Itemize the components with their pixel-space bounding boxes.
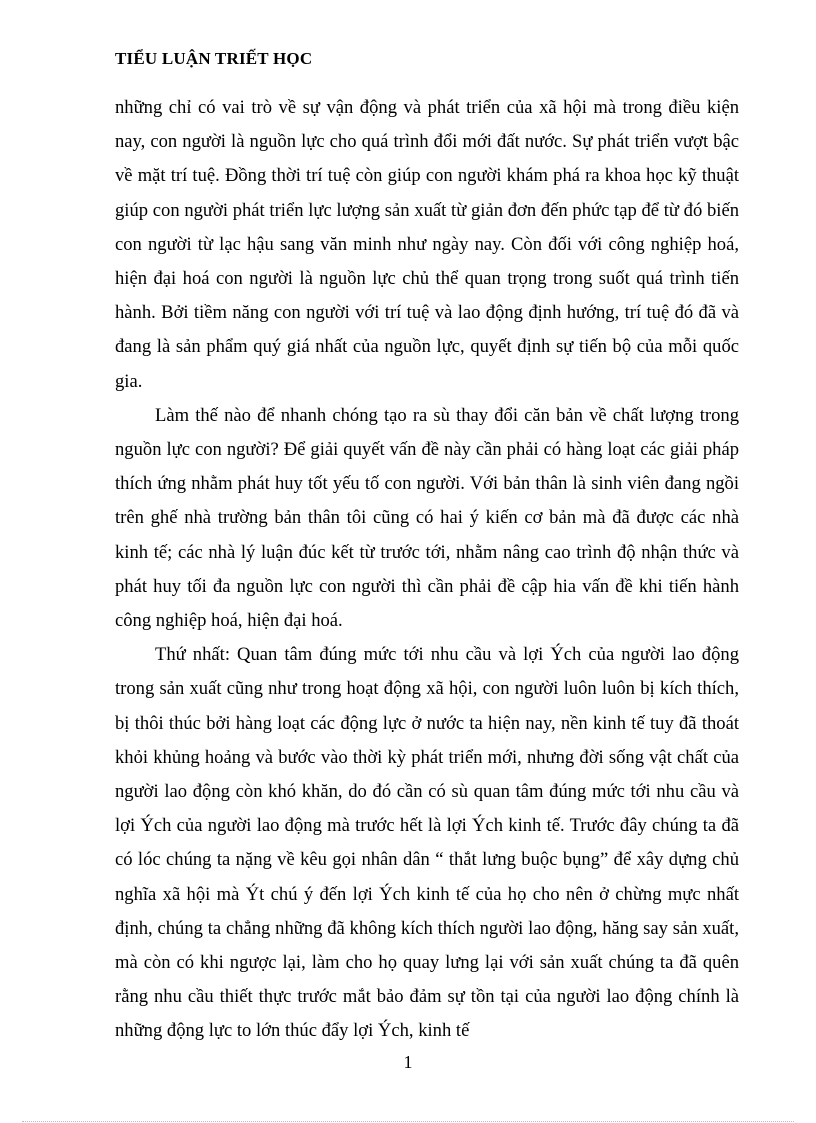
page-bottom-edge <box>22 1121 794 1122</box>
page-number: 1 <box>403 1052 413 1072</box>
document-body <box>115 91 739 1049</box>
document-header: TIỂU LUẬN TRIẾT HỌC <box>115 49 313 68</box>
paragraph-continued: những chỉ có vai trò về sự vận động và phát triển của xã hội mà trong điều kiện nay, con người là nguồn lực cho quá trình đổi mới đất nước. Sự phát triển vượt bậc về mặt trí tuệ. Đồng thời trí tuệ còn giúp con người khám phá ra khoa học kỹ thuật giúp con người phát triển lực lượng sản xuất từ giản đơn đến phức tạp để từ đó biến con người từ lạc hậu sang văn minh như ngày nay. Còn đối với công nghiệp hoá, hiện đại hoá con người là nguồn lực chủ thể quan trọng trong suốt quá trình tiến hành. Bởi tiềm năng con người với trí tuệ và lao động định hướng, trí tuệ đó đã và đang là sản phẩm quý giá nhất của nguồn lực, quyết định sự tiến bộ của mỗi quốc gia. <box>115 97 739 392</box>
paragraph-first-point: Thứ nhất: Quan tâm đúng mức tới nhu cầu và lợi Ých của người lao động trong sản xuất cũng như trong hoạt động xã hội, con người luôn luôn bị kích thích, bị thôi thúc bởi hàng loạt các động lực ở nước ta hiện nay, nền kinh tế tuy đã thoát khỏi khủng hoảng và bước vào thời kỳ phát triển mới, nhưng đời sống vật chất của người lao động còn khó khăn, do đó cần có sù quan tâm đúng mức tới nhu cầu và lợi Ých của người lao động mà trước hết là lợi Ých kinh tế. Trước đây chúng ta đã có lóc chúng ta nặng về kêu gọi nhân dân “ thắt lưng buộc bụng” để xây dựng chủ nghĩa xã hội mà Ýt chú ý đến lợi Ých kinh tế của họ cho nên ở chừng mực nhất định, chúng ta chẳng những đã không kích thích người lao động, hăng say sản xuất, mà còn có khi ngược lại, làm cho họ quay lưng lại với sản xuất chúng ta đã quên rằng nhu cầu thiết thực trước mắt bảo đảm sự tồn tại của người lao động chính là những động lực to lớn thúc đẩy lợi Ých, kinh tế <box>115 644 739 1042</box>
paragraph-human-resources-question: Làm thế nào để nhanh chóng tạo ra sù thay đổi căn bản về chất lượng trong nguồn lực con người? Để giải quyết vấn đề này cần phải có hàng loạt các giải pháp thích ứng nhằm phát huy tốt yếu tố con người. Với bản thân là sinh viên đang ngồi trên ghế nhà trường bản thân tôi cũng có hai ý kiến cơ bản mà đã được các nhà kinh tế; các nhà lý luận đúc kết từ trước tới, nhằm nâng cao trình độ nhận thức và phát huy tối đa nguồn lực con người thì cần phải đề cập hia vấn đề khi tiến hành công nghiệp hoá, hiện đại hoá. <box>115 404 739 632</box>
